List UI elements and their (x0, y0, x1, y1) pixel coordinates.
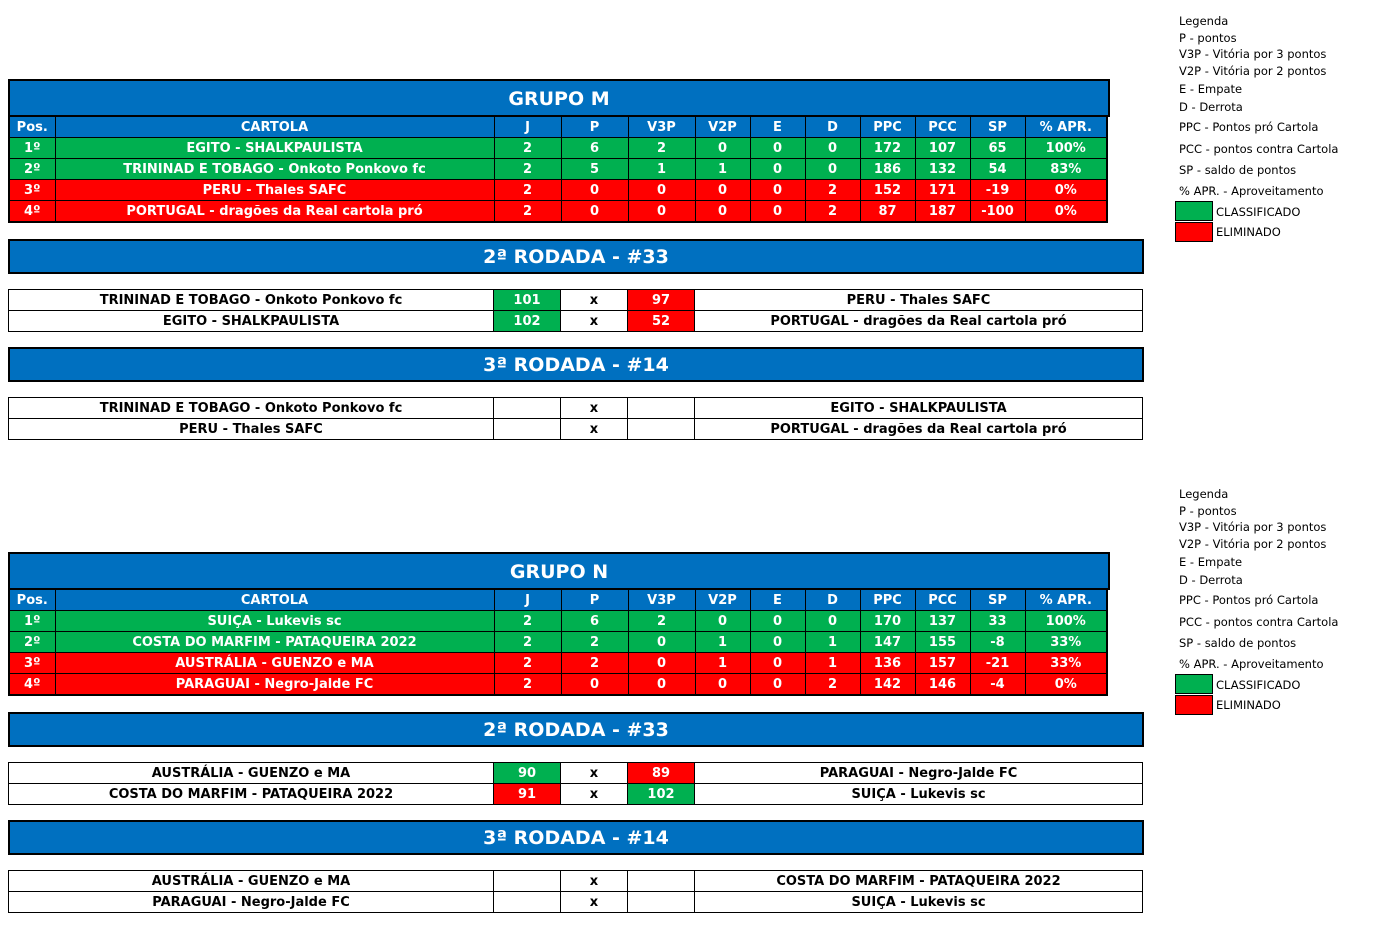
j-cell: 2 (494, 674, 561, 696)
apr-cell: 0% (1025, 674, 1107, 696)
col-sp: SP (970, 589, 1025, 611)
legend-title: Legenda (1179, 487, 1229, 501)
pcc-cell: 157 (915, 653, 970, 674)
pos-cell: 2º (9, 159, 55, 180)
d-cell: 2 (805, 180, 860, 201)
away-team: PORTUGAL - dragões da Real cartola pró (695, 311, 1143, 332)
v2p-cell: 0 (695, 674, 750, 696)
standings-header-row (9, 589, 1107, 611)
v2p-cell: 0 (695, 201, 750, 223)
away-team: SUIÇA - Lukevis sc (695, 784, 1143, 805)
e-cell: 0 (750, 138, 805, 159)
match-row (9, 419, 1143, 440)
table-row (9, 611, 1107, 632)
eliminated-label: ELIMINADO (1216, 225, 1281, 239)
legend-item: SP - saldo de pontos (1179, 636, 1297, 650)
ppc-cell: 170 (860, 611, 915, 632)
legend-item: PPC - Pontos pró Cartola (1179, 593, 1319, 607)
legend-item: P - pontos (1179, 504, 1237, 518)
j-cell: 2 (494, 159, 561, 180)
legend-item: D - Derrota (1179, 100, 1243, 114)
standings-header-row (9, 116, 1107, 138)
away-score (628, 871, 695, 892)
away-team: COSTA DO MARFIM - PATAQUEIRA 2022 (695, 871, 1143, 892)
e-cell: 0 (750, 159, 805, 180)
table-row (9, 159, 1107, 180)
group-n-round3-title (8, 820, 1144, 855)
round-title-text: 3ª RODADA - #14 (483, 353, 669, 376)
group-m-title (8, 79, 1110, 117)
ppc-cell: 152 (860, 180, 915, 201)
group-m-round2-matches (8, 289, 1143, 332)
p-cell: 5 (561, 159, 628, 180)
v3p-cell: 0 (628, 632, 695, 653)
e-cell: 0 (750, 674, 805, 696)
p-cell: 0 (561, 674, 628, 696)
d-cell: 1 (805, 632, 860, 653)
d-cell: 0 (805, 611, 860, 632)
legend-item: PCC - pontos contra Cartola (1179, 142, 1339, 156)
pos-cell: 3º (9, 653, 55, 674)
team-cell: COSTA DO MARFIM - PATAQUEIRA 2022 (55, 632, 494, 653)
sp-cell: 65 (970, 138, 1025, 159)
home-score: 102 (494, 311, 561, 332)
sp-cell: 33 (970, 611, 1025, 632)
round-title-text: 2ª RODADA - #33 (483, 718, 669, 741)
match-row (9, 398, 1143, 419)
team-cell: PORTUGAL - dragões da Real cartola pró (55, 201, 494, 223)
match-row (9, 290, 1143, 311)
home-team: AUSTRÁLIA - GUENZO e MA (9, 763, 494, 784)
away-score (628, 892, 695, 913)
away-team: PERU - Thales SAFC (695, 290, 1143, 311)
pcc-cell: 137 (915, 611, 970, 632)
away-score (628, 419, 695, 440)
col-v3p: V3P (628, 589, 695, 611)
table-row (9, 201, 1107, 223)
group-title-text: GRUPO M (508, 88, 610, 110)
p-cell: 6 (561, 138, 628, 159)
p-cell: 6 (561, 611, 628, 632)
col-d: D (805, 116, 860, 138)
pos-cell: 2º (9, 632, 55, 653)
versus-separator: x (561, 892, 628, 913)
pcc-cell: 146 (915, 674, 970, 696)
home-team: PERU - Thales SAFC (9, 419, 494, 440)
home-team: EGITO - SHALKPAULISTA (9, 311, 494, 332)
home-score (494, 871, 561, 892)
pcc-cell: 187 (915, 201, 970, 223)
e-cell: 0 (750, 180, 805, 201)
away-score: 102 (628, 784, 695, 805)
col-ppc: PPC (860, 589, 915, 611)
p-cell: 2 (561, 653, 628, 674)
pcc-cell: 155 (915, 632, 970, 653)
legend-item: PPC - Pontos pró Cartola (1179, 120, 1319, 134)
ppc-cell: 87 (860, 201, 915, 223)
versus-separator: x (561, 784, 628, 805)
legend-item: P - pontos (1179, 31, 1237, 45)
group-m-round3-matches (8, 397, 1143, 440)
ppc-cell: 147 (860, 632, 915, 653)
legend-item: SP - saldo de pontos (1179, 163, 1297, 177)
col-v3p: V3P (628, 116, 695, 138)
group-n-standings (8, 588, 1108, 696)
legend-item: % APR. - Aproveitamento (1179, 184, 1324, 198)
j-cell: 2 (494, 611, 561, 632)
legend-item: V3P - Vitória por 3 pontos (1179, 520, 1327, 534)
p-cell: 0 (561, 201, 628, 223)
away-team: PARAGUAI - Negro-Jalde FC (695, 763, 1143, 784)
sp-cell: -21 (970, 653, 1025, 674)
col-j: J (494, 589, 561, 611)
e-cell: 0 (750, 611, 805, 632)
classified-label: CLASSIFICADO (1216, 678, 1301, 692)
apr-cell: 0% (1025, 180, 1107, 201)
group-n-round3-matches (8, 870, 1143, 913)
col-apr: % APR. (1025, 589, 1107, 611)
classified-swatch (1175, 201, 1213, 221)
ppc-cell: 142 (860, 674, 915, 696)
col-pos: Pos. (9, 589, 55, 611)
eliminated-swatch (1175, 222, 1213, 242)
v3p-cell: 0 (628, 201, 695, 223)
eliminated-swatch (1175, 695, 1213, 715)
group-title-text: GRUPO N (509, 561, 609, 583)
group-n-title (8, 552, 1110, 590)
versus-separator: x (561, 763, 628, 784)
pos-cell: 4º (9, 201, 55, 223)
v3p-cell: 2 (628, 611, 695, 632)
j-cell: 2 (494, 180, 561, 201)
sp-cell: -4 (970, 674, 1025, 696)
sp-cell: -19 (970, 180, 1025, 201)
group-n-round2-matches (8, 762, 1143, 805)
ppc-cell: 172 (860, 138, 915, 159)
round-title-text: 3ª RODADA - #14 (483, 826, 669, 849)
classified-label: CLASSIFICADO (1216, 205, 1301, 219)
v2p-cell: 0 (695, 611, 750, 632)
col-p: P (561, 589, 628, 611)
versus-separator: x (561, 290, 628, 311)
apr-cell: 33% (1025, 632, 1107, 653)
v3p-cell: 2 (628, 138, 695, 159)
legend-item: PCC - pontos contra Cartola (1179, 615, 1339, 629)
col-j: J (494, 116, 561, 138)
col-d: D (805, 589, 860, 611)
e-cell: 0 (750, 201, 805, 223)
versus-separator: x (561, 311, 628, 332)
eliminated-label: ELIMINADO (1216, 698, 1281, 712)
home-team: TRININAD E TOBAGO - Onkoto Ponkovo fc (9, 398, 494, 419)
sp-cell: -100 (970, 201, 1025, 223)
legend-item: % APR. - Aproveitamento (1179, 657, 1324, 671)
match-row (9, 871, 1143, 892)
col-ppc: PPC (860, 116, 915, 138)
table-row (9, 180, 1107, 201)
legend-item: V2P - Vitória por 2 pontos (1179, 64, 1327, 78)
pcc-cell: 132 (915, 159, 970, 180)
group-m-round3-title (8, 347, 1144, 382)
team-cell: PERU - Thales SAFC (55, 180, 494, 201)
group-m-round2-title (8, 239, 1144, 274)
apr-cell: 83% (1025, 159, 1107, 180)
home-score (494, 419, 561, 440)
match-row (9, 892, 1143, 913)
legend-item: E - Empate (1179, 82, 1243, 96)
home-score: 90 (494, 763, 561, 784)
group-m-standings (8, 115, 1108, 223)
pcc-cell: 171 (915, 180, 970, 201)
v3p-cell: 0 (628, 180, 695, 201)
col-cartola: CARTOLA (55, 116, 494, 138)
d-cell: 0 (805, 138, 860, 159)
ppc-cell: 136 (860, 653, 915, 674)
home-team: AUSTRÁLIA - GUENZO e MA (9, 871, 494, 892)
match-row (9, 784, 1143, 805)
pos-cell: 1º (9, 138, 55, 159)
pos-cell: 1º (9, 611, 55, 632)
d-cell: 0 (805, 159, 860, 180)
v3p-cell: 0 (628, 653, 695, 674)
away-team: PORTUGAL - dragões da Real cartola pró (695, 419, 1143, 440)
apr-cell: 33% (1025, 653, 1107, 674)
e-cell: 0 (750, 632, 805, 653)
col-sp: SP (970, 116, 1025, 138)
team-cell: PARAGUAI - Negro-Jalde FC (55, 674, 494, 696)
away-score: 97 (628, 290, 695, 311)
col-v2p: V2P (695, 589, 750, 611)
team-cell: TRININAD E TOBAGO - Onkoto Ponkovo fc (55, 159, 494, 180)
legend-item: D - Derrota (1179, 573, 1243, 587)
j-cell: 2 (494, 632, 561, 653)
apr-cell: 0% (1025, 201, 1107, 223)
home-score (494, 892, 561, 913)
d-cell: 2 (805, 674, 860, 696)
home-score (494, 398, 561, 419)
home-team: TRININAD E TOBAGO - Onkoto Ponkovo fc (9, 290, 494, 311)
team-cell: AUSTRÁLIA - GUENZO e MA (55, 653, 494, 674)
col-cartola: CARTOLA (55, 589, 494, 611)
v2p-cell: 1 (695, 632, 750, 653)
versus-separator: x (561, 419, 628, 440)
away-score: 89 (628, 763, 695, 784)
d-cell: 1 (805, 653, 860, 674)
away-team: EGITO - SHALKPAULISTA (695, 398, 1143, 419)
home-score: 91 (494, 784, 561, 805)
v3p-cell: 1 (628, 159, 695, 180)
away-score: 52 (628, 311, 695, 332)
ppc-cell: 186 (860, 159, 915, 180)
team-cell: EGITO - SHALKPAULISTA (55, 138, 494, 159)
away-team: SUIÇA - Lukevis sc (695, 892, 1143, 913)
p-cell: 2 (561, 632, 628, 653)
apr-cell: 100% (1025, 138, 1107, 159)
table-row (9, 653, 1107, 674)
col-v2p: V2P (695, 116, 750, 138)
apr-cell: 100% (1025, 611, 1107, 632)
table-row (9, 138, 1107, 159)
v2p-cell: 1 (695, 653, 750, 674)
col-p: P (561, 116, 628, 138)
pos-cell: 3º (9, 180, 55, 201)
home-team: COSTA DO MARFIM - PATAQUEIRA 2022 (9, 784, 494, 805)
group-n-round2-title (8, 712, 1144, 747)
away-score (628, 398, 695, 419)
j-cell: 2 (494, 138, 561, 159)
v2p-cell: 0 (695, 138, 750, 159)
col-e: E (750, 589, 805, 611)
team-cell: SUIÇA - Lukevis sc (55, 611, 494, 632)
pcc-cell: 107 (915, 138, 970, 159)
table-row (9, 674, 1107, 696)
legend-title: Legenda (1179, 14, 1229, 28)
v2p-cell: 0 (695, 180, 750, 201)
match-row (9, 311, 1143, 332)
j-cell: 2 (494, 653, 561, 674)
sp-cell: 54 (970, 159, 1025, 180)
v3p-cell: 0 (628, 674, 695, 696)
round-title-text: 2ª RODADA - #33 (483, 245, 669, 268)
pos-cell: 4º (9, 674, 55, 696)
v2p-cell: 1 (695, 159, 750, 180)
col-pcc: PCC (915, 116, 970, 138)
e-cell: 0 (750, 653, 805, 674)
col-pcc: PCC (915, 589, 970, 611)
col-e: E (750, 116, 805, 138)
versus-separator: x (561, 871, 628, 892)
home-team: PARAGUAI - Negro-Jalde FC (9, 892, 494, 913)
legend-item: E - Empate (1179, 555, 1243, 569)
legend-item: V2P - Vitória por 2 pontos (1179, 537, 1327, 551)
table-row (9, 632, 1107, 653)
classified-swatch (1175, 674, 1213, 694)
col-pos: Pos. (9, 116, 55, 138)
p-cell: 0 (561, 180, 628, 201)
d-cell: 2 (805, 201, 860, 223)
versus-separator: x (561, 398, 628, 419)
j-cell: 2 (494, 201, 561, 223)
match-row (9, 763, 1143, 784)
col-apr: % APR. (1025, 116, 1107, 138)
home-score: 101 (494, 290, 561, 311)
sp-cell: -8 (970, 632, 1025, 653)
legend-item: V3P - Vitória por 3 pontos (1179, 47, 1327, 61)
